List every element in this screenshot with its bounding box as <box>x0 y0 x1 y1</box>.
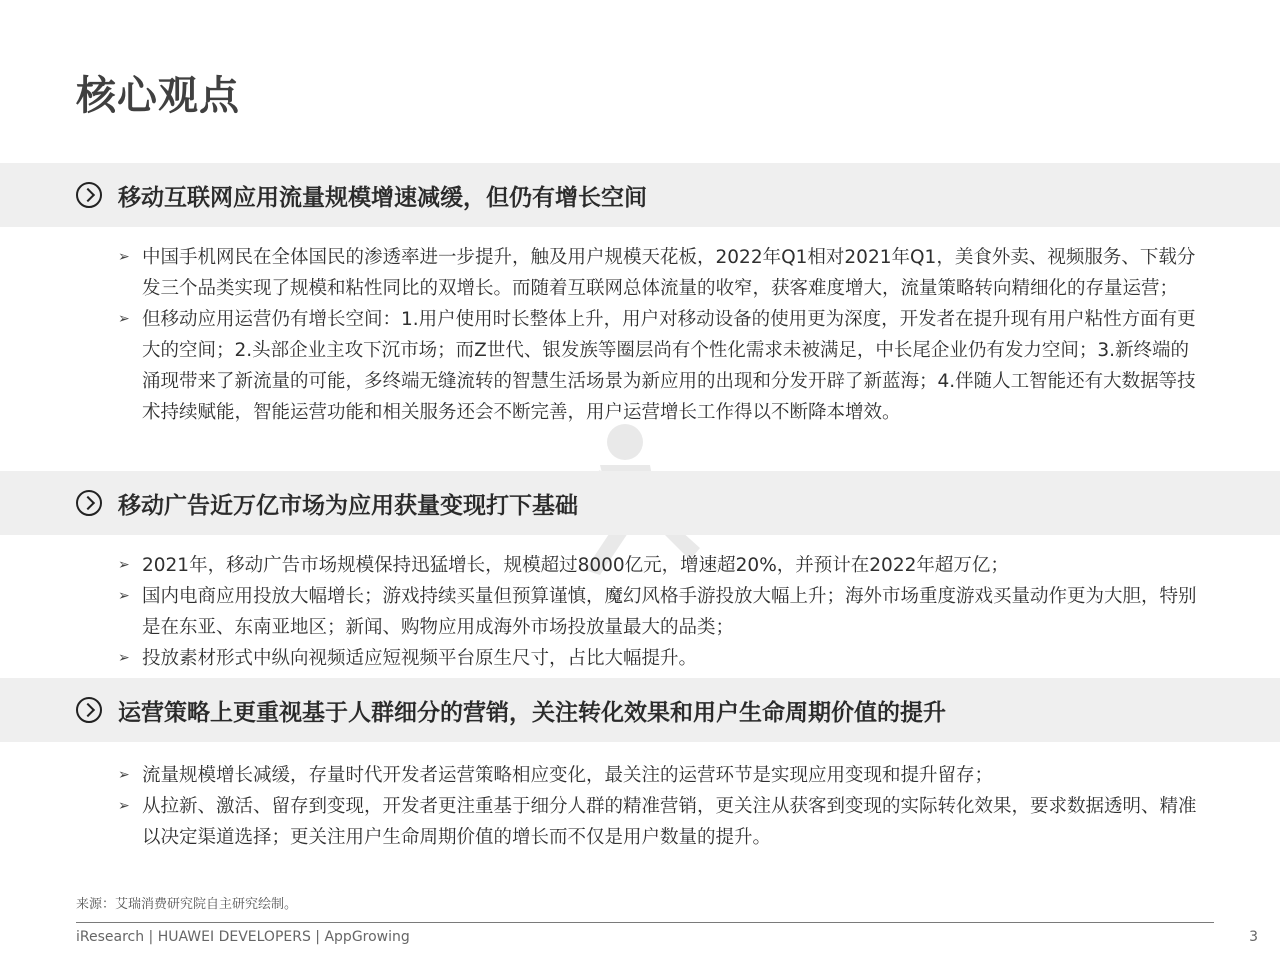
arrow-bullet-icon: ➢ <box>118 650 130 666</box>
arrow-bullet-icon: ➢ <box>118 311 130 327</box>
section-title: 移动广告近万亿市场为应用获量变现打下基础 <box>118 492 578 519</box>
arrow-bullet-icon: ➢ <box>118 767 130 783</box>
bullet-text: 2021年，移动广告市场规模保持迅猛增长，规模超过8000亿元，增速超20%，并预计在2022年超万亿； <box>142 555 1009 576</box>
arrow-bullet-icon: ➢ <box>118 588 130 604</box>
section-bullets-strategy <box>118 760 1198 853</box>
bullet-text: 流量规模增长减缓，存量时代开发者运营策略相应变化，最关注的运营环节是实现应用变现和提升留存； <box>142 765 994 786</box>
bullet-text: 但移动应用运营仍有增长空间：1.用户使用时长整体上升，用户对移动设备的使用更为深度，开发者在提升现有用户粘性方面有更大的空间；2.头部企业主攻下沉市场；而Z世代、银发族等圈层尚有个性化需求未被满足，中长尾企业仍有发力空间；3.新终端的涌现带来了新流量的可能，多终端无缝流转的智慧生活场景为新应用的出现和分发开辟了新蓝海；4.伴随人工智能还有大数据等技术持续赋能，智能运营功能和相关服务还会不断完善，用户运营增长工作得以不断降本增效。 <box>142 309 1196 423</box>
bullet-text: 投放素材形式中纵向视频适应短视频平台原生尺寸，占比大幅提升。 <box>142 648 698 669</box>
section-title: 运营策略上更重视基于人群细分的营销，关注转化效果和用户生命周期价值的提升 <box>118 699 946 726</box>
bullet-item <box>118 242 1198 304</box>
page-number: 3 <box>1249 929 1258 945</box>
page-title: 核心观点 <box>76 73 240 119</box>
section-bullets-traffic <box>118 242 1198 428</box>
bullet-item <box>118 304 1198 428</box>
chevron-circle-right-icon <box>76 490 102 516</box>
bullet-text: 中国手机网民在全体国民的渗透率进一步提升，触及用户规模天花板，2022年Q1相对2021年Q1，美食外卖、视频服务、下载分发三个品类实现了规模和粘性同比的双增长。而随着互联网总体流量的收窄，获客难度增大，流量策略转向精细化的存量运营； <box>142 247 1196 299</box>
bullet-text: 从拉新、激活、留存到变现，开发者更注重基于细分人群的精准营销，更关注从获客到变现的实际转化效果，要求数据透明、精准以决定渠道选择；更关注用户生命周期价值的增长而不仅是用户数量的提升。 <box>142 796 1197 848</box>
footer-divider <box>76 922 1214 923</box>
section-bullets-ads <box>118 550 1198 674</box>
chevron-circle-right-icon <box>76 697 102 723</box>
section-header-strategy <box>0 678 1280 742</box>
arrow-bullet-icon: ➢ <box>118 557 130 573</box>
footer-credits: iResearch | HUAWEI DEVELOPERS | AppGrowing <box>76 929 410 945</box>
bullet-item <box>118 550 1198 581</box>
bullet-item <box>118 760 1198 791</box>
bullet-item <box>118 791 1198 853</box>
bullet-text: 国内电商应用投放大幅增长；游戏持续买量但预算谨慎，魔幻风格手游投放大幅上升；海外市场重度游戏买量动作更为大胆，特别是在东亚、东南亚地区；新闻、购物应用成海外市场投放量最大的品类； <box>142 586 1197 638</box>
bullet-item <box>118 643 1198 674</box>
arrow-bullet-icon: ➢ <box>118 249 130 265</box>
section-header-ads <box>0 471 1280 535</box>
source-note: 来源：艾瑞消费研究院自主研究绘制。 <box>76 897 298 912</box>
arrow-bullet-icon: ➢ <box>118 798 130 814</box>
section-title: 移动互联网应用流量规模增速减缓，但仍有增长空间 <box>118 184 647 211</box>
bullet-item <box>118 581 1198 643</box>
chevron-circle-right-icon <box>76 182 102 208</box>
section-header-traffic <box>0 163 1280 227</box>
